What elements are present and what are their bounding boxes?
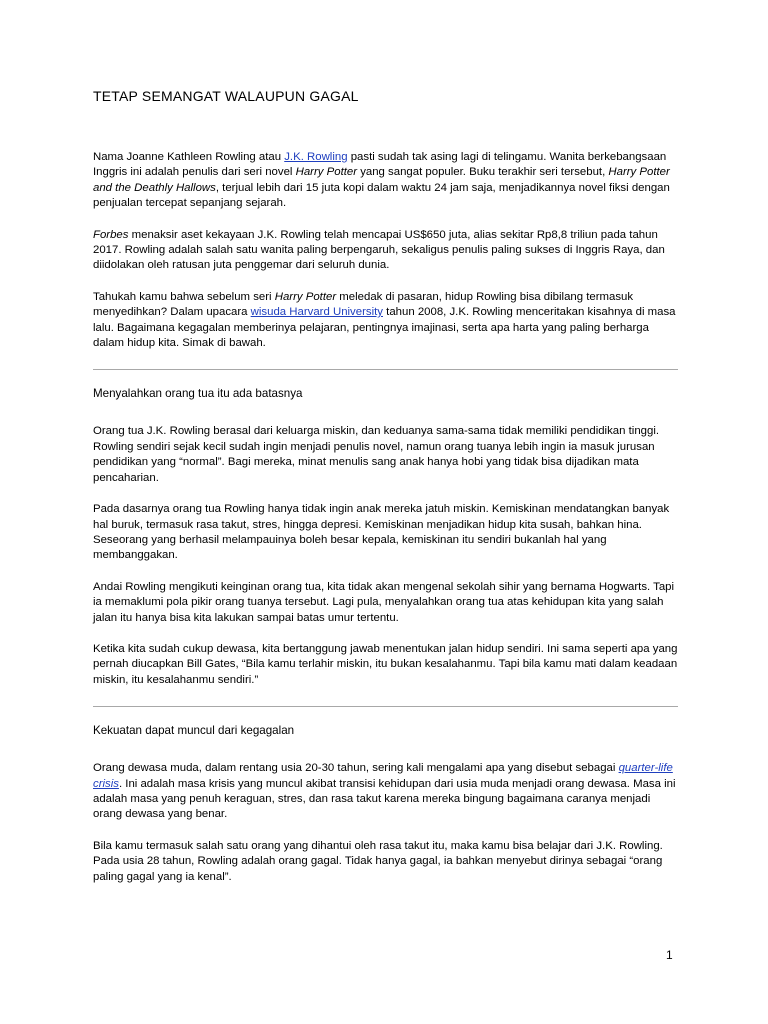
section1-paragraph-3: Andai Rowling mengikuti keinginan orang tua, kita tidak akan mengenal sekolah sihir yang bernama Hogwarts. Tapi ia memaklumi pola pikir orang tuanya tersebut. Lagi pula, menyalahkan orang tua atas kehidupan kita yang salah jalan itu hanya bisa kita lakukan sampai batas umur tertentu.: [93, 580, 675, 624]
intro-paragraph-3: Tahukah kamu bahwa sebelum seri Harry Potter meledak di pasaran, hidup Rowling bisa dibilang termasuk menyedihkan? Dalam upacara wisuda Harvard University tahun 2008, J.K. Rowling menceritakan kisahnya di masa lalu. Bagaimana kegagalan memberinya pelajaran, pentingnya imajinasi, serta apa harta yang paling berharga dalam hidup kita. Simak di bawah.: [93, 290, 676, 350]
intro-paragraph-2: Forbes menaksir aset kekayaan J.K. Rowling telah mencapai US$650 juta, alias sekitar Rp8,8 triliun pada tahun 2017. Rowling adalah salah satu wanita paling berpengaruh, sekaligus penulis paling sukses di Inggris Raya, dan diidolakan oleh ratusan juta penggemar dari seluruh dunia.: [93, 228, 665, 272]
document-title: TETAP SEMANGAT WALAUPUN GAGAL: [93, 88, 359, 104]
intro-paragraph-1: Nama Joanne Kathleen Rowling atau J.K. Rowling pasti sudah tak asing lagi di telingamu. Wanita berkebangsaan Inggris ini adalah penulis dari seri novel Harry Potter yang sangat populer. Buku terakhir seri tersebut, Harry Potter and the Deathly Hallows, terjual lebih dari 15 juta kopi dalam waktu 24 jam saja, menjadikannya novel fiksi dengan penjualan tercepat sepanjang sejarah.: [93, 151, 670, 210]
page-number: 1: [666, 948, 673, 962]
section2-paragraph-1: Orang dewasa muda, dalam rentang usia 20-30 tahun, sering kali mengalami apa yang disebut sebagai quarter-life crisis. Ini adalah masa krisis yang muncul akibat transisi kehidupan dari usia muda menjadi orang dewasa. Masa ini adalah masa yang penuh keraguan, stres, dan rasa takut karena mereka bingung bagaimana caranya menjadi orang dewasa yang benar.: [93, 762, 676, 821]
section2-paragraph-2: Bila kamu termasuk salah satu orang yang dihantui oleh rasa takut itu, maka kamu bisa belajar dari J.K. Rowling. Pada usia 28 tahun, Rowling adalah orang gagal. Tidak hanya gagal, ia bahkan menyebut dirinya sebagai “orang paling gagal yang ia kenal”.: [93, 839, 663, 883]
section-heading-1: Menyalahkan orang tua itu ada batasnya: [93, 387, 303, 401]
harvard-graduation-link[interactable]: wisuda Harvard University: [250, 306, 383, 319]
quarter-life-crisis-link[interactable]: quarter-life crisis: [93, 762, 673, 790]
section-divider: [93, 369, 678, 370]
jk-rowling-link[interactable]: J.K. Rowling: [284, 151, 348, 163]
section1-paragraph-2: Pada dasarnya orang tua Rowling hanya tidak ingin anak mereka jatuh miskin. Kemiskinan mendatangkan banyak hal buruk, termasuk rasa takut, stres, hingga depresi. Kemiskinan menjadikan hidup kita susah, bahkan hina. Seseorang yang berhasil melampauinya boleh besar kepala, kemiskinan itu sendiri bukanlah hal yang membanggakan.: [93, 503, 670, 562]
section1-paragraph-4: Ketika kita sudah cukup dewasa, kita bertanggung jawab menentukan jalan hidup sendiri. Ini sama seperti apa yang pernah diucapkan Bill Gates, “Bila kamu terlahir miskin, itu bukan kesalahanmu. Tapi bila kamu mati dalam keadaan miskin, itu kesalahanmu sendiri.”: [93, 642, 678, 686]
section-heading-2: Kekuatan dapat muncul dari kegagalan: [93, 724, 295, 738]
section-divider: [93, 706, 678, 707]
document-page: [93, 86, 678, 901]
section1-paragraph-1: Orang tua J.K. Rowling berasal dari keluarga miskin, dan keduanya sama-sama tidak memiliki pendidikan tinggi. Rowling sendiri sejak kecil sudah ingin menjadi penulis novel, namun orang tuanya lebih ingin ia masuk jurusan pendidikan yang “normal”. Bagi mereka, minat menulis sang anak hanya hobi yang tidak bisa dijadikan mata pencaharian.: [93, 425, 660, 484]
